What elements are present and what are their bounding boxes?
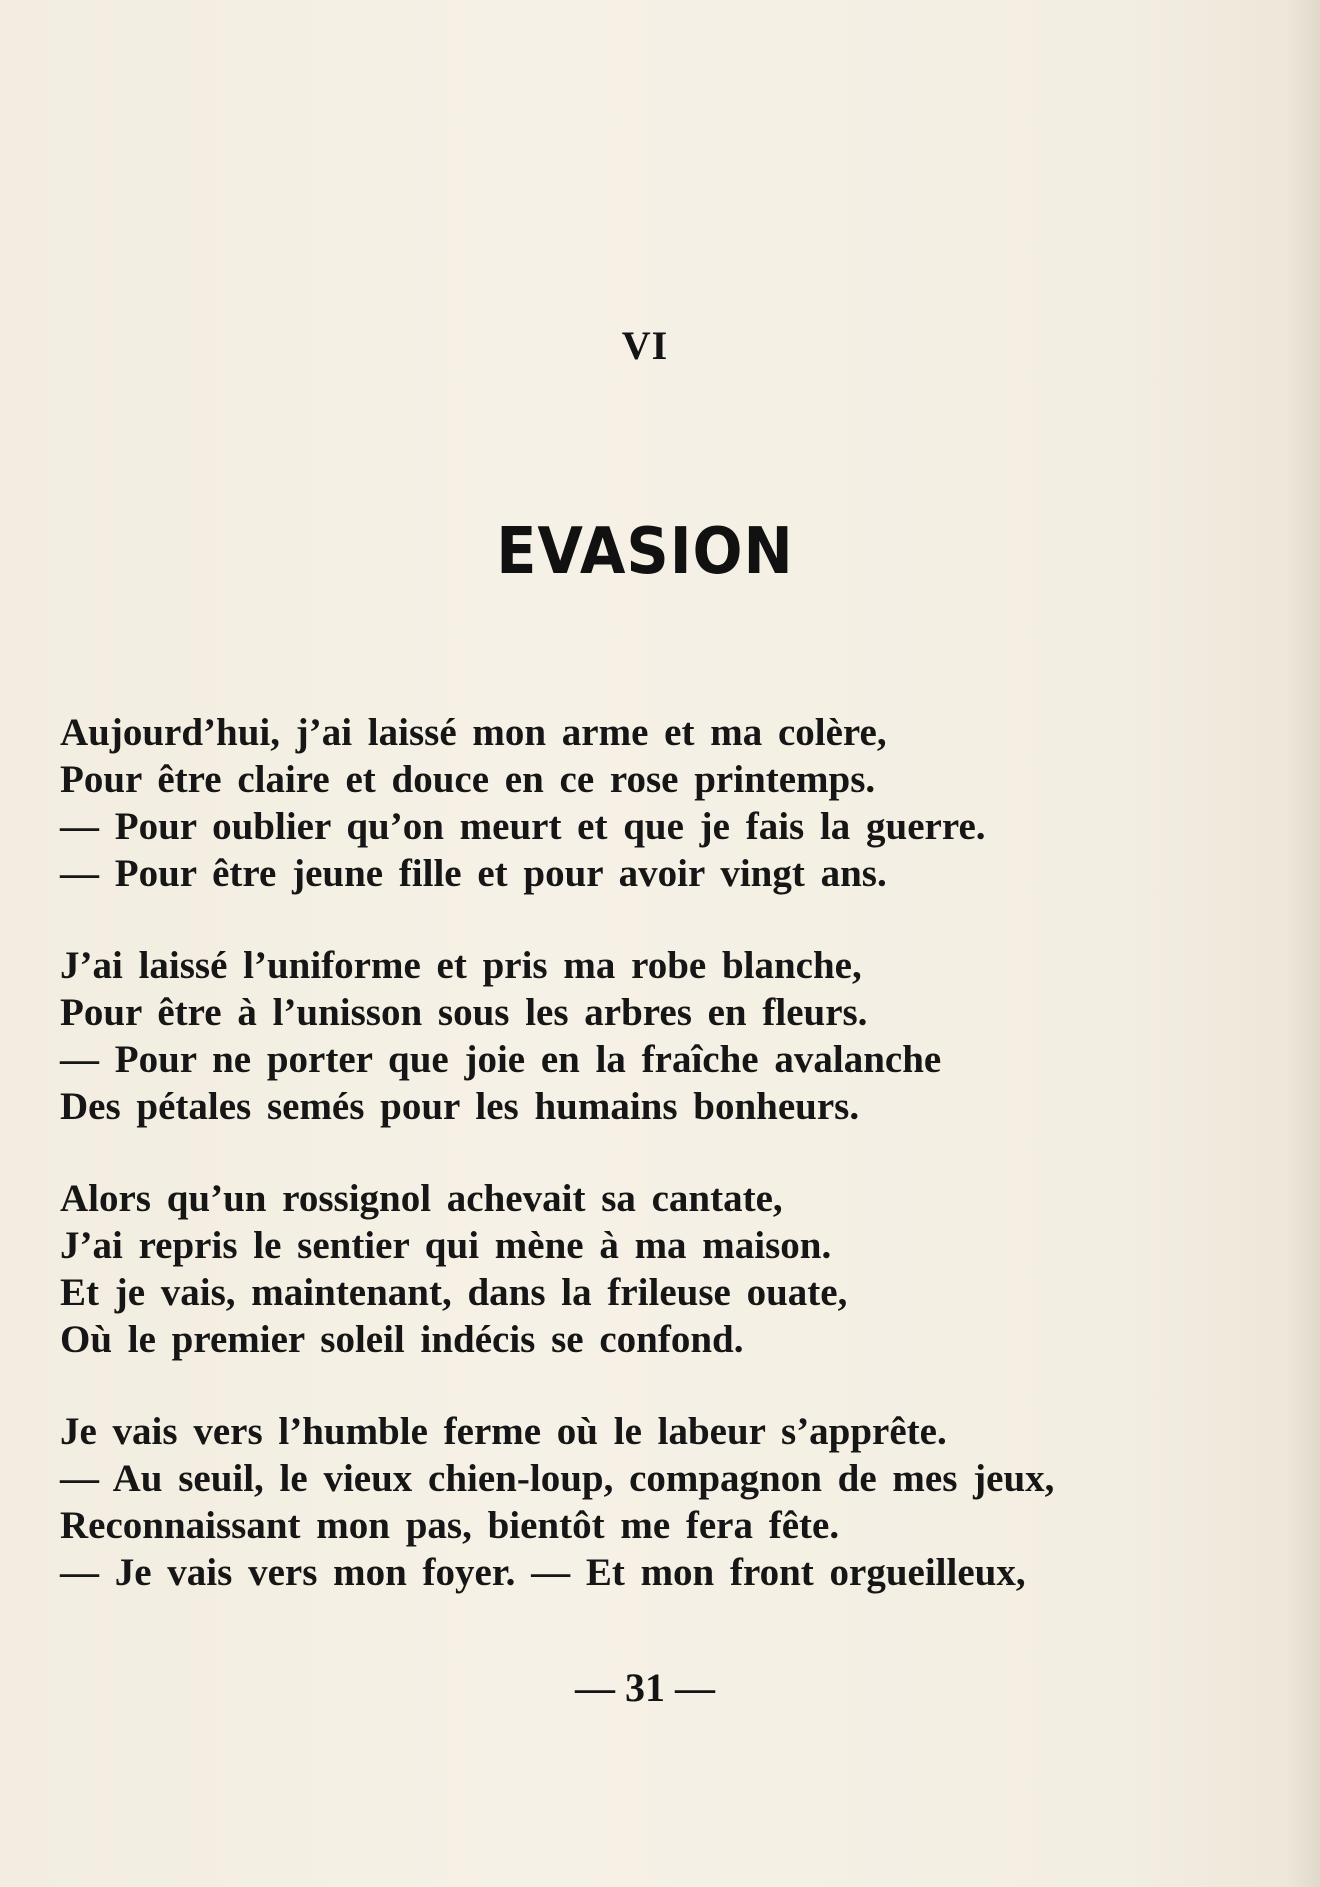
verse: Je vais vers l’humble ferme où le labeur s’apprête.: [60, 1410, 947, 1453]
poem-title: EVASION: [496, 515, 794, 589]
verse: — Pour être jeune fille et pour avoir vingt ans.: [60, 852, 887, 895]
section-number: VI: [621, 323, 669, 368]
verse: Alors qu’un rossignol achevait sa cantate,: [60, 1177, 783, 1220]
verse: Où le premier soleil indécis se confond.: [60, 1318, 744, 1361]
verse: Pour être à l’unisson sous les arbres en fleurs.: [60, 991, 868, 1034]
stanza-1: [60, 709, 1260, 897]
stanza-3: [60, 1175, 1260, 1363]
poem-body: [60, 709, 1260, 1641]
page-number: — 31 —: [575, 1665, 715, 1710]
verse: Et je vais, maintenant, dans la frileuse ouate,: [60, 1271, 848, 1314]
page-edge-shadow: [1286, 0, 1320, 1887]
verse: J’ai repris le sentier qui mène à ma maison.: [60, 1224, 832, 1267]
verse: — Pour oublier qu’on meurt et que je fais la guerre.: [60, 805, 986, 848]
verse: Des pétales semés pour les humains bonheurs.: [60, 1085, 860, 1128]
verse: — Au seuil, le vieux chien-loup, compagnon de mes jeux,: [60, 1457, 1055, 1500]
verse: — Pour ne porter que joie en la fraîche avalanche: [60, 1038, 942, 1081]
verse: J’ai laissé l’uniforme et pris ma robe blanche,: [60, 944, 862, 987]
verse: Aujourd’hui, j’ai laissé mon arme et ma colère,: [60, 711, 887, 754]
verse: Reconnaissant mon pas, bientôt me fera fête.: [60, 1504, 840, 1547]
verse: Pour être claire et douce en ce rose printemps.: [60, 758, 876, 801]
stanza-4: [60, 1408, 1260, 1596]
verse: — Je vais vers mon foyer. — Et mon front orgueilleux,: [60, 1551, 1026, 1594]
stanza-2: [60, 942, 1260, 1130]
